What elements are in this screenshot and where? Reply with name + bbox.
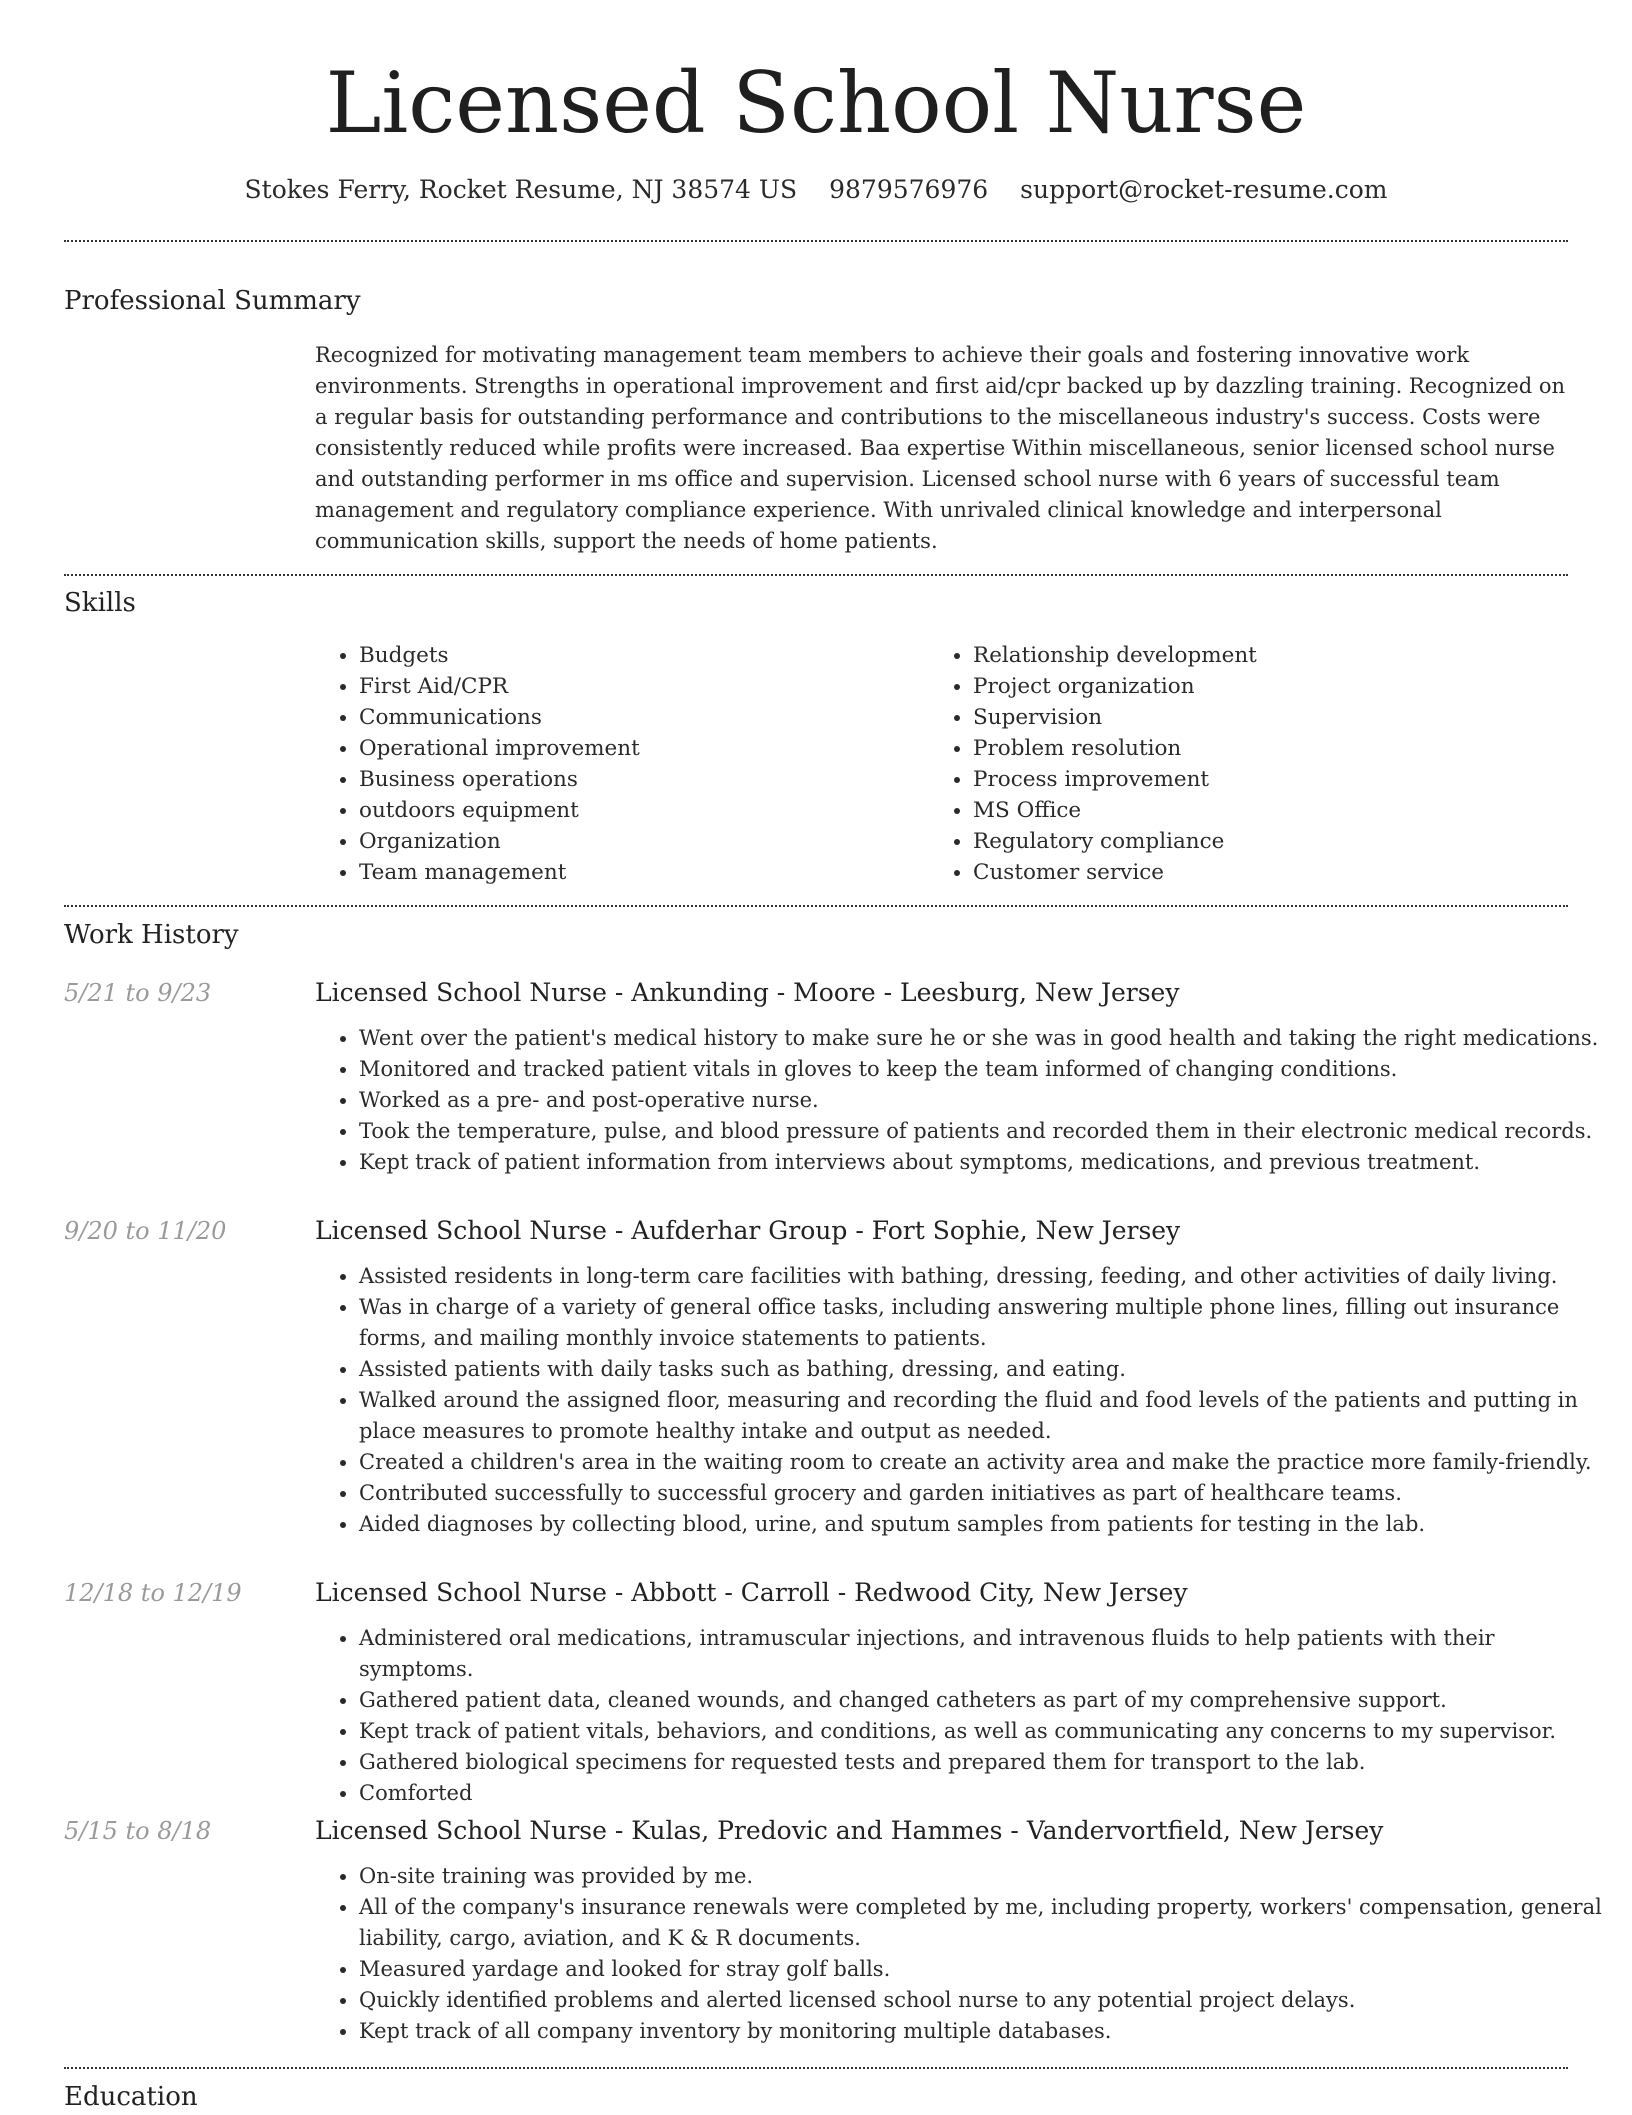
job-bullet: • Measured yardage and looked for stray golf balls. — [359, 1954, 1612, 1985]
section-divider — [64, 574, 1568, 576]
job-bullets — [315, 1023, 1612, 1178]
section-divider — [64, 2067, 1568, 2069]
job-bullet: • Was in charge of a variety of general office tasks, including answering multiple phone lines, filling out insurance forms, and mailing monthly invoice statements to patients. — [359, 1292, 1612, 1354]
section-divider — [64, 905, 1568, 907]
job-bullet: • Created a children's area in the waiting room to create an activity area and make the practice more family-friendly. — [359, 1447, 1612, 1478]
skills-list-left — [315, 640, 919, 888]
job-bullet: • Quickly identified problems and alerted licensed school nurse to any potential project delays. — [359, 1985, 1612, 2016]
skills-heading: Skills — [64, 588, 136, 618]
job-bullet: • Walked around the assigned floor, measuring and recording the fluid and food levels of the patients and putting in place measures to promote healthy intake and output as needed. — [359, 1385, 1612, 1447]
job-bullet: • Went over the patient's medical history to make sure he or she was in good health and taking the right medications. — [359, 1023, 1612, 1054]
skill-item: • Relationship development — [973, 640, 1593, 671]
job-bullet: • Gathered patient data, cleaned wounds, and changed catheters as part of my comprehensive support. — [359, 1685, 1612, 1716]
education-heading: Education — [64, 2082, 198, 2112]
job-bullet: • Aided diagnoses by collecting blood, urine, and sputum samples from patients for testing in the lab. — [359, 1509, 1612, 1540]
job-bullet: • Worked as a pre- and post-operative nurse. — [359, 1085, 1612, 1116]
skill-item: • Customer service — [973, 857, 1593, 888]
job-bullet: • Monitored and tracked patient vitals in gloves to keep the team informed of changing conditions. — [359, 1054, 1612, 1085]
job-bullet: • Kept track of patient vitals, behaviors, and conditions, as well as communicating any concerns to my supervisor. — [359, 1716, 1612, 1747]
job-bullet: • Assisted patients with daily tasks such as bathing, dressing, and eating. — [359, 1354, 1612, 1385]
skill-item: • Communications — [359, 702, 919, 733]
work-history-heading: Work History — [64, 920, 239, 950]
contact-phone: 9879576976 — [829, 175, 989, 204]
job-bullet: • Assisted residents in long-term care facilities with bathing, dressing, feeding, and other activities of daily living. — [359, 1261, 1612, 1292]
skill-item: • Budgets — [359, 640, 919, 671]
skill-item: • outdoors equipment — [359, 795, 919, 826]
job-bullet: • Gathered biological specimens for requested tests and prepared them for transport to the lab. — [359, 1747, 1612, 1778]
contact-line — [0, 170, 1632, 210]
job-dates: 5/15 to 8/18 — [64, 1817, 212, 1845]
job-bullet: • Took the temperature, pulse, and blood pressure of patients and recorded them in their electronic medical records. — [359, 1116, 1612, 1147]
skill-item: • Business operations — [359, 764, 919, 795]
job-bullet: • Administered oral medications, intramuscular injections, and intravenous fluids to help patients with their symptoms. — [359, 1623, 1612, 1685]
skill-item: • Process improvement — [973, 764, 1593, 795]
skill-item: • Supervision — [973, 702, 1593, 733]
job-bullet: • All of the company's insurance renewals were completed by me, including property, workers' compensation, general liability, cargo, aviation, and K & R documents. — [359, 1892, 1612, 1954]
job-bullet: • Contributed successfully to successful grocery and garden initiatives as part of healthcare teams. — [359, 1478, 1612, 1509]
job-bullet: • Comforted — [359, 1778, 1612, 1809]
job-title: Licensed School Nurse - Abbott - Carroll - Redwood City, New Jersey — [315, 1578, 1188, 1607]
skill-item: • Operational improvement — [359, 733, 919, 764]
job-dates: 12/18 to 12/19 — [64, 1579, 242, 1607]
skills-list-right — [929, 640, 1593, 888]
contact-email: support@rocket-resume.com — [1020, 175, 1388, 204]
skill-item: • MS Office — [973, 795, 1593, 826]
job-dates: 5/21 to 9/23 — [64, 979, 212, 1007]
skill-item: • Organization — [359, 826, 919, 857]
skill-item: • Project organization — [973, 671, 1593, 702]
job-bullet: • Kept track of all company inventory by monitoring multiple databases. — [359, 2016, 1612, 2047]
skill-item: • Problem resolution — [973, 733, 1593, 764]
job-title: Licensed School Nurse - Kulas, Predovic and Hammes - Vandervortfield, New Jersey — [315, 1816, 1384, 1845]
skill-item: • Regulatory compliance — [973, 826, 1593, 857]
job-bullets — [315, 1623, 1612, 1809]
job-title: Licensed School Nurse - Aufderhar Group - Fort Sophie, New Jersey — [315, 1216, 1181, 1245]
skill-item: • Team management — [359, 857, 919, 888]
section-divider — [64, 240, 1568, 242]
job-dates: 9/20 to 11/20 — [64, 1217, 227, 1245]
job-bullet: • Kept track of patient information from interviews about symptoms, medications, and previous treatment. — [359, 1147, 1612, 1178]
resume-name: Licensed School Nurse — [325, 54, 1307, 152]
summary-heading: Professional Summary — [64, 286, 361, 316]
job-bullets — [315, 1861, 1612, 2047]
job-bullet: • On-site training was provided by me. — [359, 1861, 1612, 1892]
skill-item: • First Aid/CPR — [359, 671, 919, 702]
contact-address: Stokes Ferry, Rocket Resume, NJ 38574 US — [244, 175, 798, 204]
job-bullets — [315, 1261, 1612, 1540]
summary-text: Recognized for motivating management team members to achieve their goals and fostering innovative work environments. Strengths in operational improvement and first aid/cpr backed up by dazzling training. Recognized on a regular basis for outstanding performance and contributions to the miscellaneous industry's success. Costs were consistently reduced while profits were increased. Baa expertise Within miscellaneous, senior licensed school nurse and outstanding performer in ms office and supervision. Licensed school nurse with 6 years of successful team management and regulatory compliance experience. With unrivaled clinical knowledge and interpersonal communication skills, support the needs of home patients. — [315, 343, 1566, 553]
job-title: Licensed School Nurse - Ankunding - Moore - Leesburg, New Jersey — [315, 978, 1180, 1007]
